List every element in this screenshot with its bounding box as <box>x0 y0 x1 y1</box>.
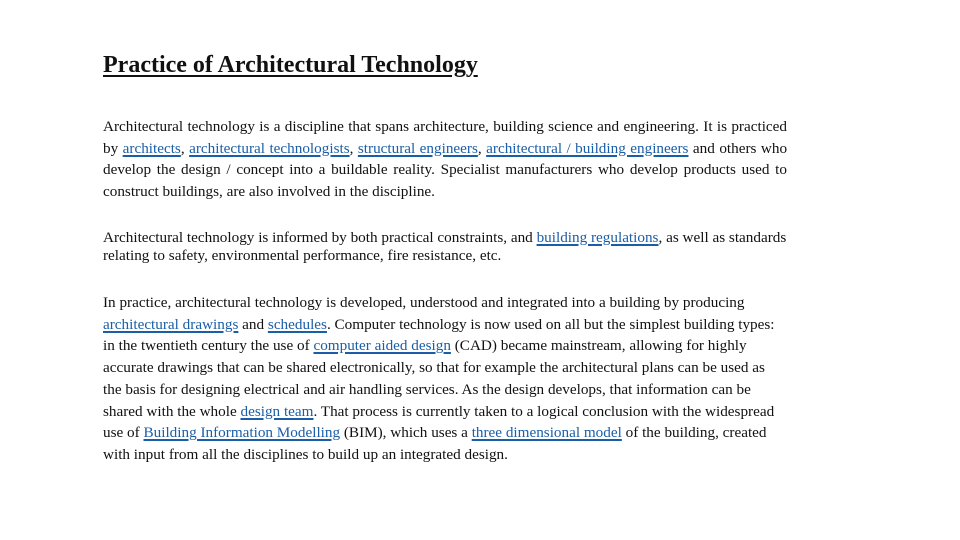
paragraph-intro <box>103 116 787 202</box>
link-architectural-drawings[interactable]: architectural drawings <box>103 315 239 333</box>
text-segment: Architectural technology is a discipline that spans architecture, building science and engineering. It is practiced by <box>103 118 787 157</box>
text-segment: , as well as standards relating to safety, environmental performance, fire resistance, etc. <box>103 229 787 264</box>
link-building-information-modelling[interactable]: Building Information Modelling <box>143 424 341 442</box>
text-segment: of the building, created with input from all the disciplines to build up an integrated design. <box>103 424 767 463</box>
text-segment: (BIM), which uses a <box>340 424 472 442</box>
link-architectural-building-engineers[interactable]: architectural / building engineers <box>486 139 689 157</box>
link-architectural-technologists[interactable]: architectural technologists <box>189 139 350 157</box>
text-segment: . That process is currently taken to a logical conclusion with the widespread use of <box>103 402 775 442</box>
link-architects[interactable]: architects <box>122 139 181 157</box>
text-segment: (CAD) became mainstream, allowing for highly accurate drawings that can be shared electronically, so that for example the architectural plans can be used as the basis for designing electrical and air handling services. As the design develops, that information can be shared with the whole <box>103 337 765 420</box>
text-segment: and others who develop the design / concept into a buildable reality. Specialist manufacturers who develop products used to construct buildings, are also involved in the discipline. <box>103 139 788 200</box>
link-building-regulations[interactable]: building regulations <box>536 229 659 246</box>
text-segment: Architectural technology is informed by both practical constraints, and <box>103 229 537 246</box>
text-segment: and <box>238 315 268 333</box>
text-segment: In practice, architectural technology is developed, understood and integrated into a building by producing <box>103 294 745 311</box>
text-segment: , <box>349 139 358 157</box>
page-title: Practice of Architectural Technology <box>103 52 478 78</box>
link-computer-aided-design[interactable]: computer aided design <box>313 337 451 355</box>
text-segment: . Computer technology is now used on all but the simplest building types: in the twentieth century the use of <box>103 315 775 355</box>
paragraph-constraints <box>103 229 787 265</box>
link-design-team[interactable]: design team <box>240 402 314 420</box>
link-three-dimensional-model[interactable]: three dimensional model <box>471 424 622 442</box>
link-structural-engineers[interactable]: structural engineers <box>357 139 478 157</box>
link-schedules[interactable]: schedules <box>267 315 327 333</box>
text-segment: , <box>180 139 190 157</box>
text-segment: , <box>477 139 487 157</box>
paragraph-practice <box>103 292 787 466</box>
